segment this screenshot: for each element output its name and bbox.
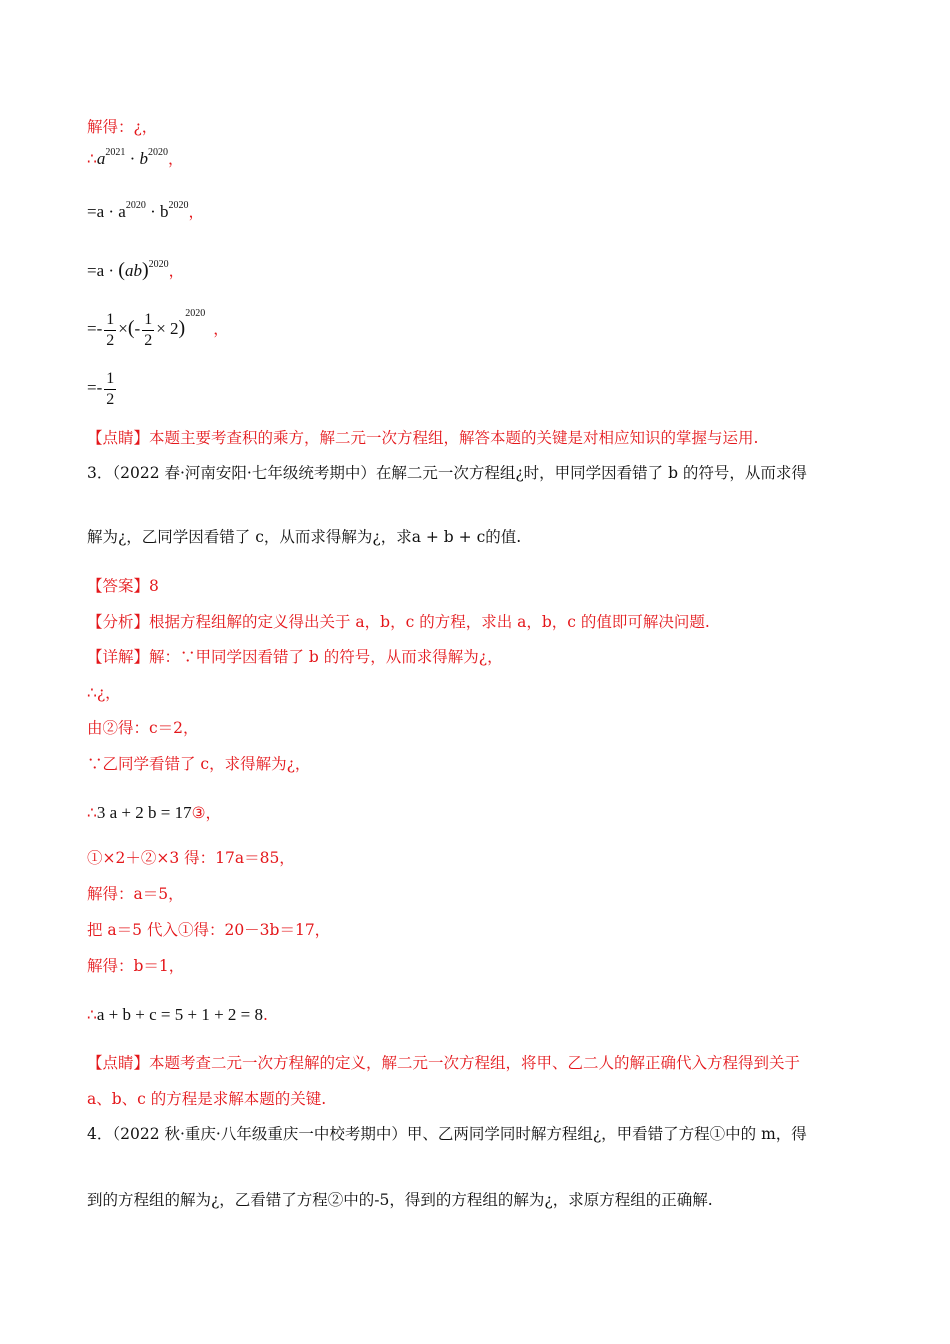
math-line: =- $\frac{1}{2}$ ×(- $\frac{1}{2}$ × 2)$^{2020}$， <box>87 308 229 349</box>
solution-line: 解得：¿， <box>87 118 158 136</box>
solution-line: ①×2＋②×3 得：17a＝85， <box>87 849 295 867</box>
fraction: $\frac{1}{2}$ <box>144 310 153 349</box>
solution-line: 把 a＝5 代入①得：20－3b＝17， <box>87 921 331 939</box>
detail-line: 【详解】解：∵甲同学因看错了 b 的符号，从而求得解为¿， <box>87 648 503 666</box>
solution-line: ∵乙同学看错了 c，求得解为¿， <box>87 755 311 773</box>
question-header: 4．（2022 秋·重庆·八年级重庆一中校考期中）甲、乙两同学同时解方程组¿，甲看错了方程①中的 m，得 <box>87 1125 807 1143</box>
math-line: =- $\frac{1}{2}$ <box>87 369 115 408</box>
question-header: 3．（2022 春·河南安阳·七年级统考期中）在解二元一次方程组¿时，甲同学因看错了 b 的符号，从而求得 <box>87 464 807 482</box>
answer-line: 【答案】8 <box>87 577 159 595</box>
solution-line: 解得：b＝1， <box>87 957 185 975</box>
solution-line: ∴¿， <box>87 684 121 702</box>
fraction: $\frac{1}{2}$ <box>106 369 115 408</box>
question-text: 到的方程组的解为¿，乙看错了方程②中的-5，得到的方程组的解为¿，求原方程组的正确解. <box>87 1191 713 1209</box>
math-line: $=a \cdot a^{2020} \cdot b^{2020}$， <box>87 200 205 221</box>
therefore-symbol: ∴ <box>87 150 97 168</box>
math-line: $\therefore a^{2021} \cdot b^{2020}$， <box>87 147 184 168</box>
analysis-line: 【分析】根据方程组解的定义得出关于 a，b，c 的方程，求出 a，b，c 的值即可解决问题. <box>87 613 710 631</box>
solution-line: 由②得：c＝2， <box>87 719 199 737</box>
math-line: ∴3 a + 2 b = 17③， <box>87 803 222 822</box>
math-line: =a · (ab)$^{2020}$， <box>87 259 185 281</box>
comment-line: 【点睛】本题主要考查积的乘方，解二元一次方程组，解答本题的关键是对相应知识的掌握与运用. <box>87 429 759 447</box>
comment-line: 【点睛】本题考查二元一次方程解的定义，解二元一次方程组，将甲、乙二人的解正确代入方程得到关于 <box>87 1054 801 1072</box>
solution-line: 解得：a＝5， <box>87 885 184 903</box>
question-text: 解为¿，乙同学因看错了 c，从而求得解为¿，求a + b + c的值. <box>87 528 522 546</box>
comment-line: a、b、c 的方程是求解本题的关键. <box>87 1090 327 1108</box>
fraction: $\frac{1}{2}$ <box>106 310 115 349</box>
math-line: ∴a + b + c = 5 + 1 + 2 = 8. <box>87 1005 268 1024</box>
